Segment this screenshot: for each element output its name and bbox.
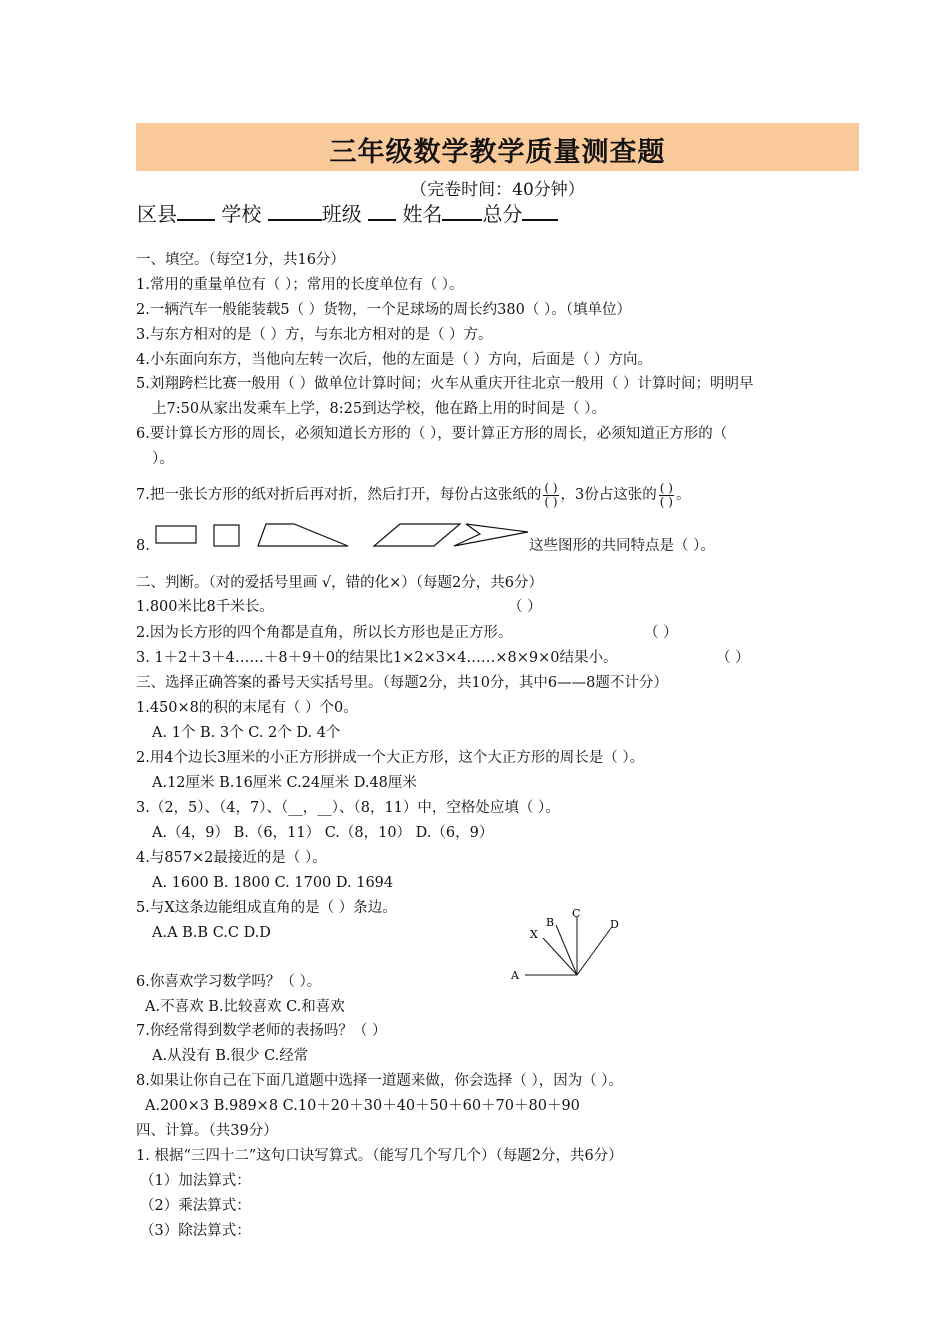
fraction-denominator: ( )	[659, 494, 673, 509]
q7-mid-text: ，3份占这张的	[560, 487, 657, 503]
district-label: 区县	[137, 202, 177, 226]
s3-question-8: 8.如果让你自己在下面几道题中选择一道题来做，你会选择（ ），因为（ ）。	[136, 1073, 624, 1089]
s3-question-1: 1.450×8的积的末尾有（ ）个0。	[136, 700, 358, 716]
s4-addition-prompt: （1）加法算式：	[140, 1173, 251, 1189]
s4-question-1: 1. 根据“三四十二”这句口诀写算式。（能写几个写几个）（每题2分，共6分）	[136, 1148, 623, 1164]
section4-heading: 四、计算。（共39分）	[136, 1123, 278, 1139]
label-d: D	[610, 918, 619, 931]
class-blank	[368, 203, 396, 221]
s1-question-6-line1: 6.要计算长方形的周长，必须知道长方形的（ ），要计算正方形的周长，必须知道正方形的（	[136, 426, 728, 442]
class-label: 班级	[321, 202, 362, 226]
name-label: 姓名	[402, 202, 443, 226]
s3-question-8-options: A.200×3 B.989×8 C.10＋20＋30＋40＋50＋60＋70＋80＋90	[145, 1098, 580, 1114]
fraction-numerator: ( )	[659, 480, 673, 495]
s1-question-8-text: 这些图形的共同特点是（ ）。	[529, 538, 715, 554]
section2-heading: 二、判断。（对的爱括号里画 √，错的化×）（每题2分，共6分）	[136, 575, 543, 591]
s4-division-prompt: （3）除法算式：	[140, 1223, 251, 1239]
s3-question-7-options: A.从没有 B.很少 C.经常	[152, 1048, 309, 1064]
angle-rays-diagram	[505, 905, 625, 985]
label-c: C	[572, 907, 581, 920]
label-a: A	[511, 969, 519, 982]
s3-question-7: 7.你经常得到数学老师的表扬吗？（ ）	[136, 1023, 387, 1039]
q7-text: 7.把一张长方形的纸对折后再对折，然后打开，每份占这张纸的	[136, 487, 542, 503]
s2-question-3: 3. 1＋2＋3＋4……＋8＋9＋0的结果比1×2×3×4……×8×9×0结果小。	[136, 650, 618, 666]
quadrilateral-shapes	[150, 522, 530, 550]
ray-b	[556, 925, 577, 975]
q7-fraction-2	[659, 482, 674, 509]
name-blank	[442, 203, 482, 221]
s1-question-6-line2: ）。	[152, 451, 174, 467]
s1-question-7	[136, 478, 690, 512]
s2-answer-paren-3: （ ）	[716, 650, 750, 666]
total-blank	[522, 203, 558, 221]
q7-end: 。	[675, 487, 691, 503]
s2-answer-paren-2: （ ）	[644, 625, 678, 641]
district-blank	[177, 203, 215, 221]
s3-question-3-options: A.（4，9） B.（6，11） C.（8，10） D.（6，9）	[152, 825, 494, 841]
exam-duration: （完卷时间：40分钟）	[410, 180, 585, 200]
q7-fraction-1	[543, 482, 558, 509]
s3-question-2-options: A.12厘米 B.16厘米 C.24厘米 D.48厘米	[152, 775, 417, 791]
s3-question-2: 2.用4个边长3厘米的小正方形拼成一个大正方形，这个大正方形的周长是（ ）。	[136, 750, 645, 766]
rectangle-shape	[156, 526, 196, 543]
s1-question-2: 2.一辆汽车一般能装载5（ ）货物，一个足球场的周长约380（ ）。（填单位）	[136, 302, 631, 318]
s1-question-1: 1.常用的重量单位有（ ）；常用的长度单位有（ ）。	[136, 277, 464, 293]
ray-d	[577, 928, 611, 975]
s4-multiplication-prompt: （2）乘法算式：	[140, 1198, 251, 1214]
s3-question-5: 5.与X这条边能组成直角的是（ ）条边。	[136, 900, 397, 916]
section3-heading: 三、选择正确答案的番号天实括号里。（每题2分，共10分，其中6——8题不计分）	[136, 675, 668, 691]
ray-x	[543, 938, 577, 975]
s1-question-4: 4.小东面向东方，当他向左转一次后，他的左面是（ ）方向，后面是（ ）方向。	[136, 352, 653, 368]
arrowhead-quadrilateral-shape	[454, 524, 528, 546]
s1-question-5-line1: 5.刘翔跨栏比赛一般用（ ）做单位计算时间；火车从重庆开往北京一般用（ ）计算时间；明明早	[136, 376, 754, 392]
fraction-denominator: ( )	[544, 494, 558, 509]
s2-question-1: 1.800米比8千米长。	[136, 599, 274, 615]
s1-question-5-line2: 上7:50从家出发乘车上学，8:25到达学校，他在路上用的时间是（ ）。	[152, 401, 606, 417]
label-b: B	[546, 916, 555, 929]
student-info-line	[137, 198, 558, 227]
s2-question-2: 2.因为长方形的四个角都是直角，所以长方形也是正方形。	[136, 625, 513, 641]
section1-heading: 一、填空。（每空1分，共16分）	[136, 252, 345, 268]
square-shape	[214, 525, 239, 546]
s3-question-3: 3.（2，5）、（4，7）、（__，__）、（8，11）中，空格处应填（ ）。	[136, 800, 560, 816]
parallelogram-shape	[374, 524, 460, 546]
fraction-numerator: ( )	[544, 480, 558, 495]
s3-question-4: 4.与857×2最接近的是（ ）。	[136, 850, 327, 866]
s1-question-3: 3.与东方相对的是（ ）方，与东北方相对的是（ ）方。	[136, 327, 493, 343]
s3-question-5-options: A.A B.B C.C D.D	[152, 925, 271, 941]
school-blank	[268, 203, 322, 221]
total-label: 总分	[482, 202, 523, 226]
s3-question-4-options: A. 1600 B. 1800 C. 1700 D. 1694	[152, 875, 394, 891]
s2-answer-paren-1: （ ）	[508, 599, 542, 615]
trapezoid-shape	[258, 524, 348, 546]
label-x: X	[530, 928, 538, 941]
s1-question-8-number: 8.	[136, 538, 150, 554]
page-title: 三年级数学教学质量测查题	[329, 137, 666, 168]
s3-question-6: 6.你喜欢学习数学吗？（ ）。	[136, 974, 322, 990]
school-label: 学校	[221, 202, 262, 226]
s3-question-6-options: A.不喜欢 B.比较喜欢 C.和喜欢	[145, 999, 345, 1015]
s3-question-1-options: A. 1个 B. 3个 C. 2个 D. 4个	[152, 725, 341, 741]
